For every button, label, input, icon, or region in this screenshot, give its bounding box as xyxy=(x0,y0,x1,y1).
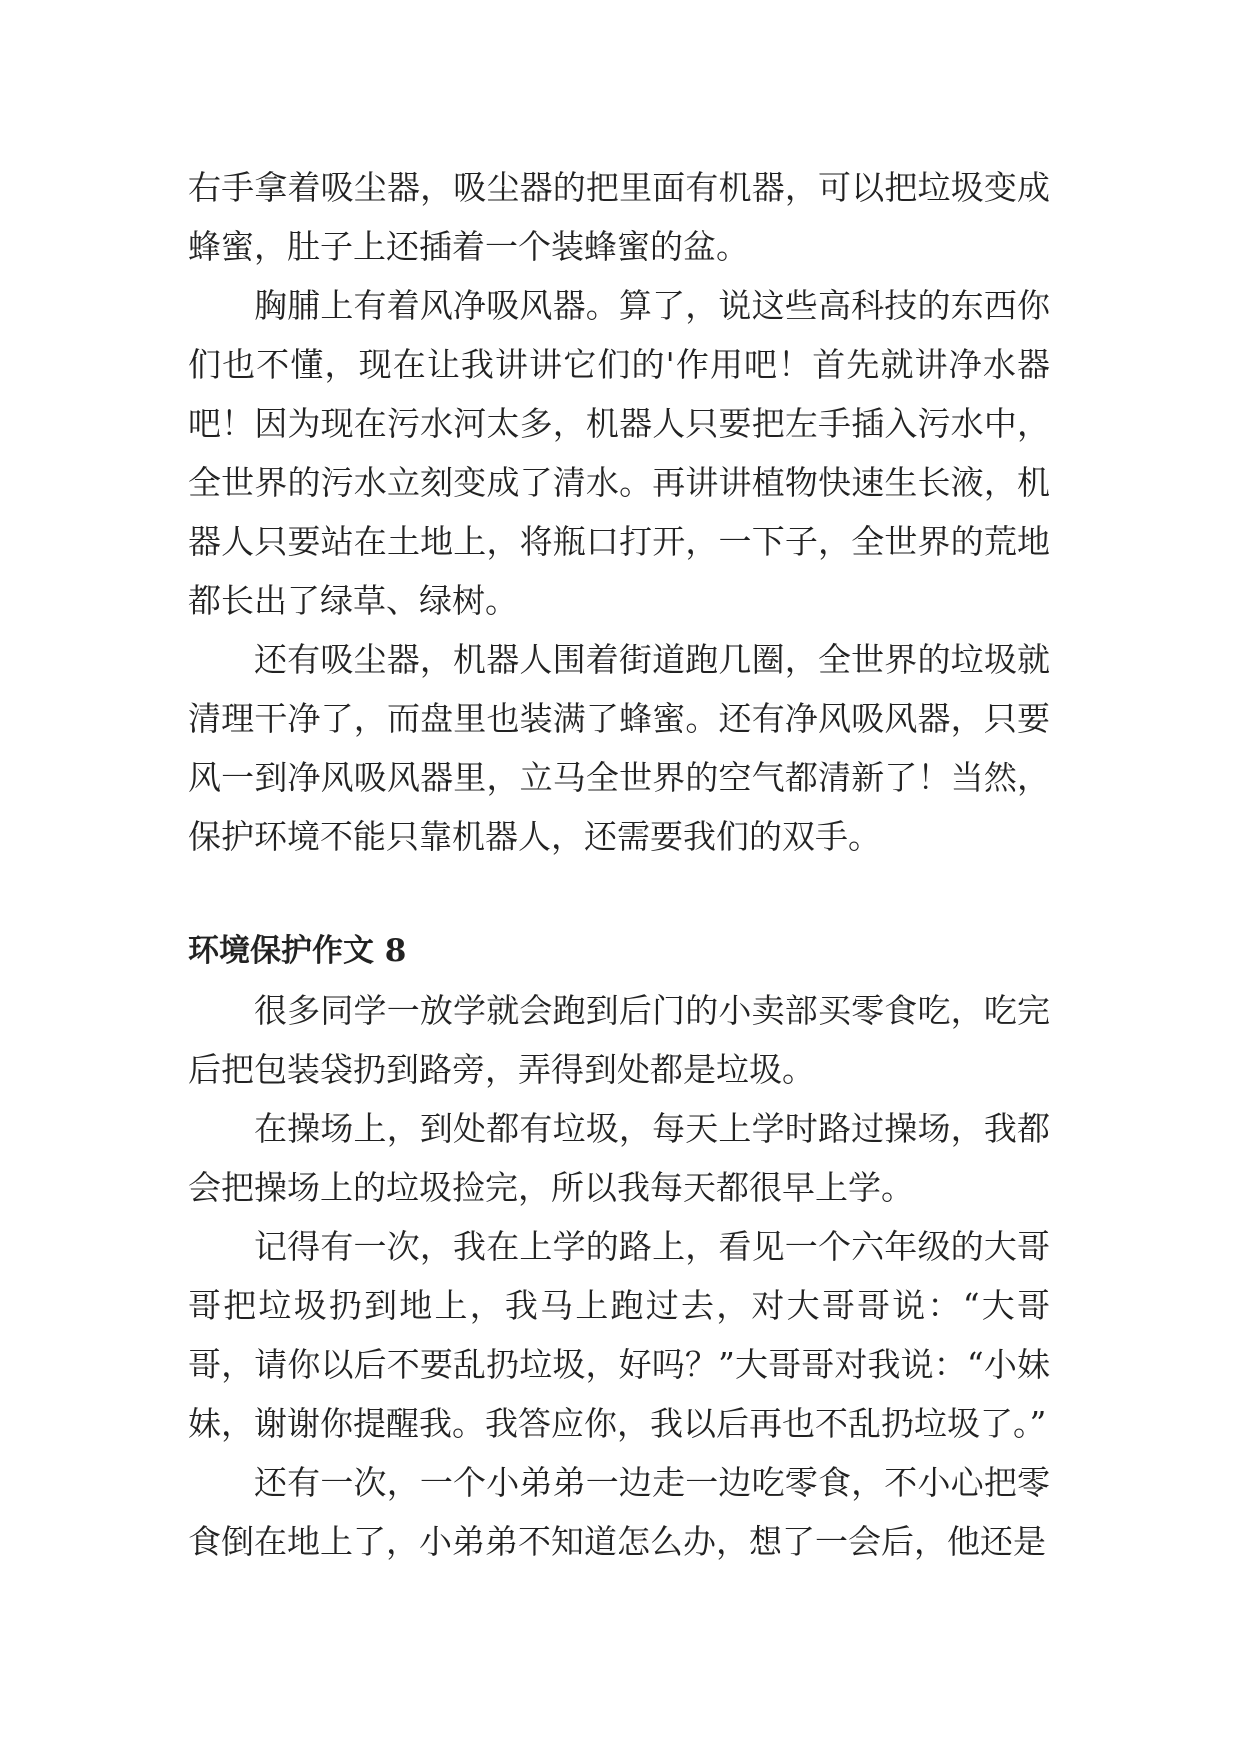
section-heading: 环境保护作文 8 xyxy=(188,933,407,969)
paragraph: 记得有一次，我在上学的路上，看见一个六年级的大哥哥把垃圾扔到地上，我马上跑过去，对大哥哥说：“大哥哥，请你以后不要乱扔垃圾，好吗？”大哥哥对我说：“小妹妹，谢谢你提醒我。我答应你，我以后再也不乱扔垃圾了。” xyxy=(188,1227,1050,1443)
paragraph: 很多同学一放学就会跑到后门的小卖部买零食吃，吃完后把包装袋扔到路旁，弄得到处都是垃圾。 xyxy=(188,991,1050,1089)
document-body xyxy=(188,158,1050,1571)
paragraph: 胸脯上有着风净吸风器。算了，说这些高科技的东西你们也不懂，现在让我讲讲它们的'作用吧！首先就讲净水器吧！因为现在污水河太多，机器人只要把左手插入污水中，全世界的污水立刻变成了清水。再讲讲植物快速生长液，机器人只要站在土地上，将瓶口打开，一下子，全世界的荒地都长出了绿草、绿树。 xyxy=(188,286,1050,620)
paragraph: 在操场上，到处都有垃圾，每天上学时路过操场，我都会把操场上的垃圾捡完，所以我每天都很早上学。 xyxy=(188,1109,1050,1207)
paragraph: 还有一次，一个小弟弟一边走一边吃零食，不小心把零食倒在地上了，小弟弟不知道怎么办，想了一会后，他还是 xyxy=(188,1463,1050,1561)
paragraph: 右手拿着吸尘器，吸尘器的把里面有机器，可以把垃圾变成蜂蜜，肚子上还插着一个装蜂蜜的盆。 xyxy=(188,168,1050,266)
paragraph: 还有吸尘器，机器人围着街道跑几圈，全世界的垃圾就清理干净了，而盘里也装满了蜂蜜。还有净风吸风器，只要风一到净风吸风器里，立马全世界的空气都清新了！当然，保护环境不能只靠机器人，还需要我们的双手。 xyxy=(188,640,1050,856)
